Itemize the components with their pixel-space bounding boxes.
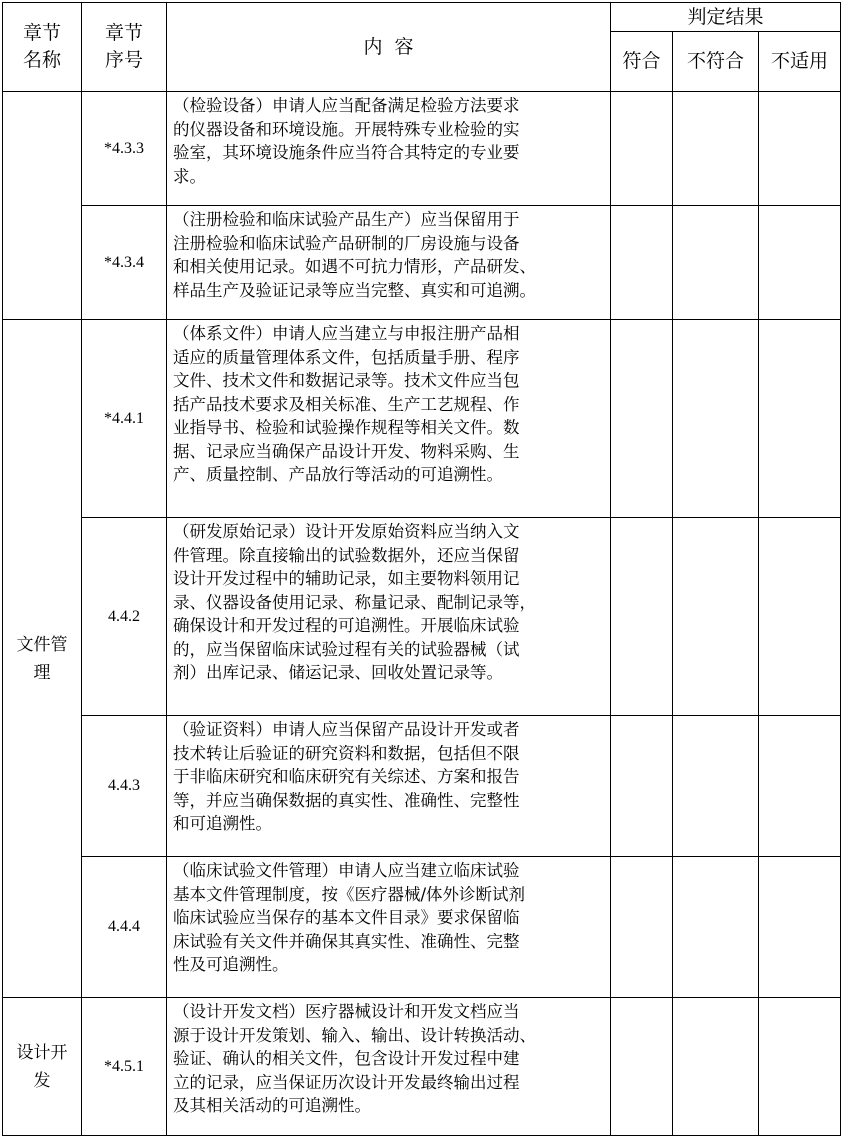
table-row	[3, 857, 841, 998]
clause-content: （检验设备）申请人应当配备满足检验方法要求 的仪器设备和环境设施。开展特殊专业检验的实 验室，其环境设施条件应当符合其特定的专业要 求。	[167, 92, 611, 206]
na-cell[interactable]	[759, 206, 841, 320]
clause-content: （注册检验和临床试验产品生产）应当保留用于 注册检验和临床试验产品研制的厂房设施与设备 和相关使用记录。如遇不可抗力情形，产品研发、 样品生产及验证记录等应当完整、真实和可追溯。	[167, 206, 611, 320]
conform-cell[interactable]	[611, 92, 673, 206]
conform-cell[interactable]	[611, 716, 673, 857]
conform-cell[interactable]	[611, 320, 673, 518]
table-row	[3, 716, 841, 857]
content-header: 内 容	[167, 3, 611, 92]
nonconform-cell[interactable]	[673, 716, 759, 857]
clause-number: *4.3.4	[82, 206, 167, 320]
clause-content: （设计开发文档）医疗器械设计和开发文档应当 源于设计开发策划、输入、输出、设计转换活动、 验证、确认的相关文件，包含设计开发过程中建 立的记录，应当保证历次设计开发最终输出过程 及其相关活动的可追溯性。	[167, 998, 611, 1136]
na-cell[interactable]	[759, 320, 841, 518]
table-row	[3, 206, 841, 320]
section-file-management: 文件管 理	[3, 320, 82, 998]
nonconform-cell[interactable]	[673, 998, 759, 1136]
table-row	[3, 320, 841, 518]
conform-cell[interactable]	[611, 518, 673, 716]
clause-content: （体系文件）申请人应当建立与申报注册产品相 适应的质量管理体系文件，包括质量手册、程序 文件、技术文件和数据记录等。技术文件应当包 括产品技术要求及相关标准、生产工艺规程、作 业指导书、检验和试验操作规程等相关文件。数 据、记录应当确保产品设计开发、物料采购、生 产、质量控制、产品放行等活动的可追溯性。	[167, 320, 611, 518]
chapter-no-header: 章节 序号	[82, 3, 167, 92]
clause-content: （研发原始记录）设计开发原始资料应当纳入文 件管理。除直接输出的试验数据外，还应当保留 设计开发过程中的辅助记录，如主要物料领用记 录、仪器设备使用记录、称量记录、配制记录等， 确保设计和开发过程的可追溯性。开展临床试验 的，应当保留临床试验过程有关的试验器械（试 剂）出库记录、储运记录、回收处置记录等。	[167, 518, 611, 716]
chapter-name-header: 章节 名称	[3, 3, 82, 92]
conform-cell[interactable]	[611, 857, 673, 998]
section-design-development: 设计开 发	[3, 998, 82, 1136]
clause-number: 4.4.2	[82, 518, 167, 716]
na-cell[interactable]	[759, 857, 841, 998]
na-cell[interactable]	[759, 998, 841, 1136]
na-cell[interactable]	[759, 518, 841, 716]
nonconform-header: 不符合	[673, 32, 759, 92]
na-header: 不适用	[759, 32, 841, 92]
clause-number: 4.4.4	[82, 857, 167, 998]
nonconform-cell[interactable]	[673, 92, 759, 206]
table-row	[3, 518, 841, 716]
clause-content: （验证资料）申请人应当保留产品设计开发或者 技术转让后验证的研究资料和数据，包括但不限 于非临床研究和临床研究有关综述、方案和报告 等，并应当确保数据的真实性、准确性、完整性 和可追溯性。	[167, 716, 611, 857]
judgment-header: 判定结果	[611, 3, 841, 32]
table-row	[3, 998, 841, 1136]
header-row-1	[3, 3, 841, 32]
clause-content: （临床试验文件管理）申请人应当建立临床试验 基本文件管理制度，按《医疗器械/体外诊断试剂 临床试验应当保存的基本文件目录》要求保留临 床试验有关文件并确保其真实性、准确性、完整 性及可追溯性。	[167, 857, 611, 998]
conform-cell[interactable]	[611, 206, 673, 320]
nonconform-cell[interactable]	[673, 320, 759, 518]
clause-number: *4.3.3	[82, 92, 167, 206]
conform-header: 符合	[611, 32, 673, 92]
table-row	[3, 92, 841, 206]
nonconform-cell[interactable]	[673, 518, 759, 716]
na-cell[interactable]	[759, 716, 841, 857]
conform-cell[interactable]	[611, 998, 673, 1136]
checklist-table	[2, 2, 841, 1136]
section-cell-blank	[3, 92, 82, 320]
nonconform-cell[interactable]	[673, 206, 759, 320]
clause-number: 4.4.3	[82, 716, 167, 857]
clause-number: *4.4.1	[82, 320, 167, 518]
nonconform-cell[interactable]	[673, 857, 759, 998]
clause-number: *4.5.1	[82, 998, 167, 1136]
na-cell[interactable]	[759, 92, 841, 206]
